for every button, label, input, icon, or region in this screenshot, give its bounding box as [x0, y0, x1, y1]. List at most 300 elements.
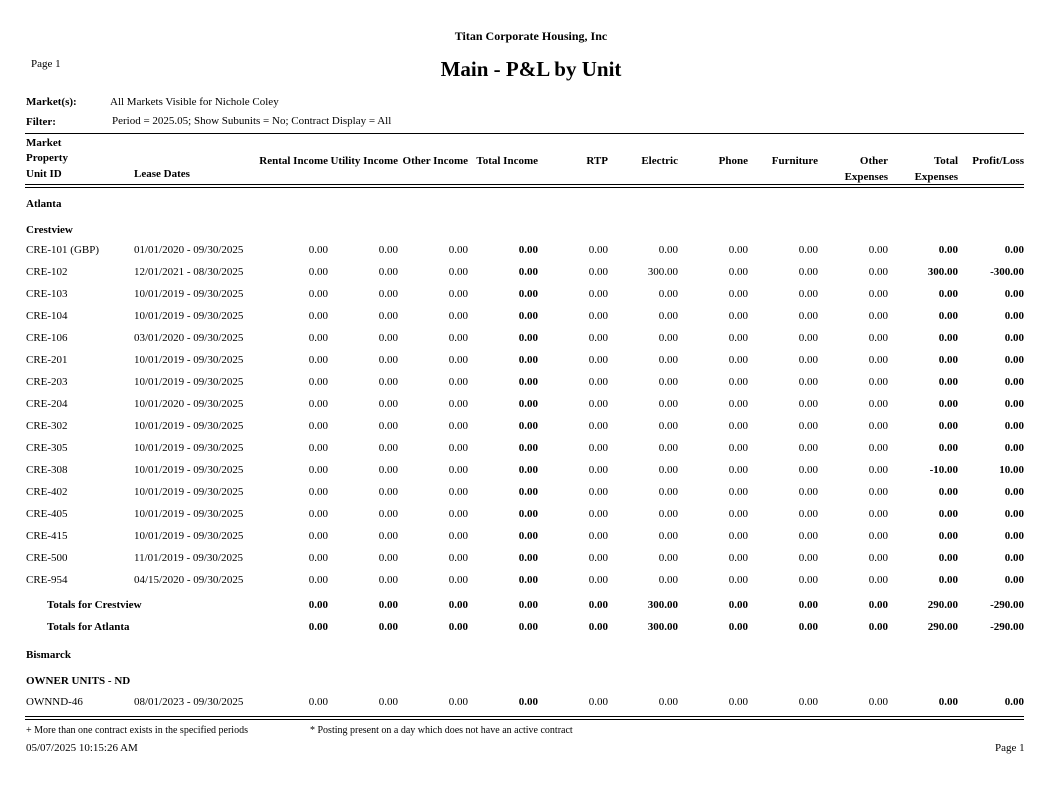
other-expenses-cell: 0.00	[868, 310, 888, 322]
other-income-cell: 0.00	[448, 696, 468, 708]
total-income-total-cell: 0.00	[518, 621, 538, 633]
utility-income-cell: 0.00	[378, 332, 398, 344]
phone-cell: 0.00	[728, 442, 748, 454]
total-income-cell: 0.00	[518, 696, 538, 708]
rental-income-cell: 0.00	[308, 486, 328, 498]
rtp-cell: 0.00	[588, 464, 608, 476]
total-expenses-cell: 300.00	[927, 266, 958, 278]
table-row	[0, 486, 1047, 502]
utility-income-total-cell: 0.00	[378, 621, 398, 633]
furniture-total-cell: 0.00	[798, 621, 818, 633]
property-group-owner-units-nd: OWNER UNITS - ND	[26, 675, 131, 687]
profit-loss-total-cell: -290.00	[990, 599, 1024, 611]
other-income-cell: 0.00	[448, 354, 468, 366]
rental-income-cell: 0.00	[308, 530, 328, 542]
total-expenses-cell: 0.00	[938, 486, 958, 498]
phone-cell: 0.00	[728, 420, 748, 432]
markets-label: Market(s):	[26, 96, 77, 108]
other-expenses-cell: 0.00	[868, 574, 888, 586]
table-row	[0, 398, 1047, 414]
table-row	[0, 442, 1047, 458]
page-number-top: Page 1	[31, 58, 61, 70]
electric-cell: 0.00	[658, 288, 678, 300]
lease-dates-cell: 04/15/2020 - 09/30/2025	[134, 574, 244, 586]
phone-cell: 0.00	[728, 696, 748, 708]
rental-income-total-cell: 0.00	[308, 621, 328, 633]
furniture-cell: 0.00	[798, 288, 818, 300]
unit-id-cell: CRE-405	[26, 508, 68, 520]
unit-id-cell: CRE-102	[26, 266, 68, 278]
other-income-cell: 0.00	[448, 266, 468, 278]
utility-income-cell: 0.00	[378, 244, 398, 256]
header-other-expenses-line1: Other	[859, 155, 888, 167]
other-expenses-cell: 0.00	[868, 552, 888, 564]
rental-income-cell: 0.00	[308, 464, 328, 476]
total-income-cell: 0.00	[518, 552, 538, 564]
phone-cell: 0.00	[728, 244, 748, 256]
other-income-cell: 0.00	[448, 442, 468, 454]
profit-loss-cell: 10.00	[999, 464, 1024, 476]
rtp-cell: 0.00	[588, 376, 608, 388]
table-row	[0, 508, 1047, 524]
phone-cell: 0.00	[728, 310, 748, 322]
furniture-cell: 0.00	[798, 310, 818, 322]
header-rtp: RTP	[586, 155, 608, 167]
unit-id-cell: CRE-402	[26, 486, 68, 498]
unit-id-cell: CRE-305	[26, 442, 68, 454]
header-rental-income: Rental Income	[259, 155, 328, 167]
furniture-cell: 0.00	[798, 442, 818, 454]
rental-income-cell: 0.00	[308, 266, 328, 278]
table-row	[0, 332, 1047, 348]
rental-income-total-cell: 0.00	[308, 599, 328, 611]
unit-id-cell: CRE-201	[26, 354, 68, 366]
total-expenses-cell: 0.00	[938, 696, 958, 708]
markets-value: All Markets Visible for Nichole Coley	[110, 96, 279, 108]
phone-cell: 0.00	[728, 376, 748, 388]
other-income-cell: 0.00	[448, 486, 468, 498]
rtp-cell: 0.00	[588, 332, 608, 344]
furniture-cell: 0.00	[798, 696, 818, 708]
header-other-expenses-line2: Expenses	[844, 171, 888, 183]
header-profit-loss: Profit/Loss	[972, 155, 1024, 167]
electric-cell: 0.00	[658, 354, 678, 366]
phone-cell: 0.00	[728, 464, 748, 476]
table-row	[0, 530, 1047, 546]
electric-cell: 0.00	[658, 332, 678, 344]
total-expenses-cell: 0.00	[938, 332, 958, 344]
report-title: Main - P&L by Unit	[440, 57, 622, 81]
header-lease-dates: Lease Dates	[134, 168, 190, 180]
table-row	[0, 376, 1047, 392]
electric-cell: 0.00	[658, 244, 678, 256]
other-income-cell: 0.00	[448, 310, 468, 322]
phone-cell: 0.00	[728, 574, 748, 586]
lease-dates-cell: 03/01/2020 - 09/30/2025	[134, 332, 244, 344]
rtp-cell: 0.00	[588, 552, 608, 564]
other-income-total-cell: 0.00	[448, 621, 468, 633]
profit-loss-cell: 0.00	[1004, 420, 1024, 432]
rental-income-cell: 0.00	[308, 244, 328, 256]
profit-loss-cell: 0.00	[1004, 244, 1024, 256]
property-group-crestview: Crestview	[26, 224, 73, 236]
table-row	[0, 464, 1047, 480]
utility-income-cell: 0.00	[378, 508, 398, 520]
total-expenses-cell: 0.00	[938, 442, 958, 454]
utility-income-cell: 0.00	[378, 574, 398, 586]
rtp-total-cell: 0.00	[588, 621, 608, 633]
lease-dates-cell: 10/01/2019 - 09/30/2025	[134, 530, 244, 542]
electric-cell: 0.00	[658, 442, 678, 454]
other-expenses-cell: 0.00	[868, 508, 888, 520]
phone-cell: 0.00	[728, 266, 748, 278]
total-income-cell: 0.00	[518, 508, 538, 520]
filter-value: Period = 2025.05; Show Subunits = No; Contract Display = All	[112, 115, 392, 127]
phone-cell: 0.00	[728, 398, 748, 410]
other-expenses-cell: 0.00	[868, 420, 888, 432]
total-income-total-cell: 0.00	[518, 599, 538, 611]
profit-loss-cell: -300.00	[990, 266, 1024, 278]
total-expenses-cell: 0.00	[938, 574, 958, 586]
phone-cell: 0.00	[728, 354, 748, 366]
other-income-cell: 0.00	[448, 332, 468, 344]
other-expenses-cell: 0.00	[868, 288, 888, 300]
rental-income-cell: 0.00	[308, 332, 328, 344]
total-income-cell: 0.00	[518, 288, 538, 300]
footer-rule-1	[25, 716, 1024, 717]
header-top-rule	[25, 133, 1024, 134]
rtp-cell: 0.00	[588, 310, 608, 322]
utility-income-cell: 0.00	[378, 442, 398, 454]
table-row	[0, 354, 1047, 370]
total-expenses-cell: 0.00	[938, 530, 958, 542]
header-other-income: Other Income	[402, 155, 468, 167]
lease-dates-cell: 10/01/2019 - 09/30/2025	[134, 442, 244, 454]
total-income-cell: 0.00	[518, 376, 538, 388]
unit-id-cell: CRE-204	[26, 398, 68, 410]
total-income-cell: 0.00	[518, 464, 538, 476]
profit-loss-cell: 0.00	[1004, 310, 1024, 322]
unit-id-cell: CRE-101 (GBP)	[26, 244, 100, 256]
unit-id-cell: CRE-106	[26, 332, 68, 344]
other-income-cell: 0.00	[448, 552, 468, 564]
total-expenses-cell: 0.00	[938, 552, 958, 564]
other-income-cell: 0.00	[448, 398, 468, 410]
utility-income-cell: 0.00	[378, 376, 398, 388]
totals-label: Totals for Crestview	[47, 599, 142, 611]
other-expenses-cell: 0.00	[868, 442, 888, 454]
total-expenses-cell: 0.00	[938, 508, 958, 520]
rental-income-cell: 0.00	[308, 574, 328, 586]
market-group-bismarck: Bismarck	[26, 649, 72, 661]
total-income-cell: 0.00	[518, 398, 538, 410]
other-expenses-cell: 0.00	[868, 376, 888, 388]
other-expenses-total-cell: 0.00	[868, 621, 888, 633]
furniture-cell: 0.00	[798, 354, 818, 366]
electric-total-cell: 300.00	[647, 599, 678, 611]
utility-income-total-cell: 0.00	[378, 599, 398, 611]
furniture-total-cell: 0.00	[798, 599, 818, 611]
rental-income-cell: 0.00	[308, 288, 328, 300]
table-row	[0, 266, 1047, 282]
furniture-cell: 0.00	[798, 398, 818, 410]
electric-cell: 0.00	[658, 464, 678, 476]
total-expenses-total-cell: 290.00	[927, 621, 958, 633]
phone-total-cell: 0.00	[728, 599, 748, 611]
other-expenses-cell: 0.00	[868, 696, 888, 708]
rtp-cell: 0.00	[588, 574, 608, 586]
electric-cell: 0.00	[658, 552, 678, 564]
total-expenses-total-cell: 290.00	[927, 599, 958, 611]
unit-id-cell: CRE-954	[26, 574, 68, 586]
rental-income-cell: 0.00	[308, 552, 328, 564]
lease-dates-cell: 12/01/2021 - 08/30/2025	[134, 266, 244, 278]
electric-total-cell: 300.00	[647, 621, 678, 633]
other-expenses-cell: 0.00	[868, 464, 888, 476]
electric-cell: 0.00	[658, 486, 678, 498]
utility-income-cell: 0.00	[378, 288, 398, 300]
utility-income-cell: 0.00	[378, 398, 398, 410]
other-expenses-cell: 0.00	[868, 486, 888, 498]
page-number-bottom: Page 1	[995, 742, 1025, 754]
header-total-expenses-line1: Total	[933, 155, 958, 167]
lease-dates-cell: 11/01/2019 - 09/30/2025	[134, 552, 243, 564]
furniture-cell: 0.00	[798, 574, 818, 586]
totals-row	[0, 621, 1047, 637]
rtp-cell: 0.00	[588, 244, 608, 256]
phone-cell: 0.00	[728, 332, 748, 344]
lease-dates-cell: 10/01/2019 - 09/30/2025	[134, 486, 244, 498]
table-row	[0, 288, 1047, 304]
phone-cell: 0.00	[728, 508, 748, 520]
total-income-cell: 0.00	[518, 332, 538, 344]
rental-income-cell: 0.00	[308, 354, 328, 366]
rtp-cell: 0.00	[588, 530, 608, 542]
profit-loss-cell: 0.00	[1004, 398, 1024, 410]
other-expenses-cell: 0.00	[868, 244, 888, 256]
other-income-total-cell: 0.00	[448, 599, 468, 611]
footer-rule-2	[25, 719, 1024, 720]
rtp-cell: 0.00	[588, 508, 608, 520]
market-group-atlanta: Atlanta	[26, 198, 62, 210]
phone-cell: 0.00	[728, 486, 748, 498]
profit-loss-cell: 0.00	[1004, 354, 1024, 366]
unit-id-cell: CRE-104	[26, 310, 68, 322]
lease-dates-cell: 10/01/2019 - 09/30/2025	[134, 464, 244, 476]
unit-id-cell: CRE-500	[26, 552, 68, 564]
profit-loss-cell: 0.00	[1004, 696, 1024, 708]
header-total-expenses-line2: Expenses	[914, 171, 958, 183]
footer-note-multiple-contracts: + More than one contract exists in the specified periods	[26, 725, 248, 736]
furniture-cell: 0.00	[798, 552, 818, 564]
other-expenses-cell: 0.00	[868, 354, 888, 366]
table-row	[0, 244, 1047, 260]
rtp-cell: 0.00	[588, 486, 608, 498]
profit-loss-total-cell: -290.00	[990, 621, 1024, 633]
lease-dates-cell: 10/01/2019 - 09/30/2025	[134, 288, 244, 300]
total-income-cell: 0.00	[518, 442, 538, 454]
table-row	[0, 574, 1047, 590]
utility-income-cell: 0.00	[378, 464, 398, 476]
profit-loss-cell: 0.00	[1004, 530, 1024, 542]
unit-id-cell: CRE-308	[26, 464, 68, 476]
table-row	[0, 310, 1047, 326]
other-income-cell: 0.00	[448, 244, 468, 256]
other-expenses-total-cell: 0.00	[868, 599, 888, 611]
electric-cell: 0.00	[658, 398, 678, 410]
utility-income-cell: 0.00	[378, 552, 398, 564]
furniture-cell: 0.00	[798, 486, 818, 498]
rtp-cell: 0.00	[588, 442, 608, 454]
header-bottom-rule-2	[25, 187, 1024, 188]
rental-income-cell: 0.00	[308, 376, 328, 388]
total-expenses-cell: 0.00	[938, 398, 958, 410]
total-income-cell: 0.00	[518, 530, 538, 542]
total-expenses-cell: 0.00	[938, 420, 958, 432]
totals-row	[0, 599, 1047, 615]
other-income-cell: 0.00	[448, 420, 468, 432]
other-income-cell: 0.00	[448, 464, 468, 476]
total-income-cell: 0.00	[518, 354, 538, 366]
rental-income-cell: 0.00	[308, 508, 328, 520]
header-furniture: Furniture	[771, 155, 818, 167]
total-expenses-cell: 0.00	[938, 288, 958, 300]
unit-id-cell: CRE-302	[26, 420, 68, 432]
rental-income-cell: 0.00	[308, 442, 328, 454]
furniture-cell: 0.00	[798, 266, 818, 278]
lease-dates-cell: 10/01/2019 - 09/30/2025	[134, 420, 244, 432]
other-income-cell: 0.00	[448, 288, 468, 300]
other-income-cell: 0.00	[448, 530, 468, 542]
unit-id-cell: CRE-415	[26, 530, 68, 542]
furniture-cell: 0.00	[798, 420, 818, 432]
phone-cell: 0.00	[728, 288, 748, 300]
profit-loss-cell: 0.00	[1004, 376, 1024, 388]
total-expenses-cell: 0.00	[938, 376, 958, 388]
header-total-income: Total Income	[476, 155, 538, 167]
other-expenses-cell: 0.00	[868, 530, 888, 542]
table-row	[0, 696, 1047, 712]
filter-label: Filter:	[26, 116, 56, 128]
footer-note-posting: * Posting present on a day which does not have an active contract	[310, 725, 573, 736]
profit-loss-cell: 0.00	[1004, 508, 1024, 520]
utility-income-cell: 0.00	[378, 310, 398, 322]
total-income-cell: 0.00	[518, 486, 538, 498]
other-expenses-cell: 0.00	[868, 332, 888, 344]
utility-income-cell: 0.00	[378, 354, 398, 366]
electric-cell: 0.00	[658, 420, 678, 432]
profit-loss-cell: 0.00	[1004, 486, 1024, 498]
utility-income-cell: 0.00	[378, 420, 398, 432]
utility-income-cell: 0.00	[378, 486, 398, 498]
company-name: Titan Corporate Housing, Inc	[454, 29, 608, 43]
rental-income-cell: 0.00	[308, 420, 328, 432]
electric-cell: 0.00	[658, 574, 678, 586]
rtp-cell: 0.00	[588, 420, 608, 432]
furniture-cell: 0.00	[798, 464, 818, 476]
furniture-cell: 0.00	[798, 530, 818, 542]
profit-loss-cell: 0.00	[1004, 288, 1024, 300]
header-electric: Electric	[641, 155, 678, 167]
header-unit-id: Unit ID	[26, 168, 62, 180]
profit-loss-cell: 0.00	[1004, 332, 1024, 344]
total-income-cell: 0.00	[518, 266, 538, 278]
total-expenses-cell: 0.00	[938, 310, 958, 322]
header-utility-income: Utility Income	[330, 155, 398, 167]
lease-dates-cell: 10/01/2019 - 09/30/2025	[134, 508, 244, 520]
unit-id-cell: CRE-203	[26, 376, 68, 388]
lease-dates-cell: 08/01/2023 - 09/30/2025	[134, 696, 244, 708]
profit-loss-cell: 0.00	[1004, 442, 1024, 454]
header-bottom-rule-1	[25, 184, 1024, 185]
unit-id-cell: CRE-103	[26, 288, 68, 300]
furniture-cell: 0.00	[798, 332, 818, 344]
profit-loss-cell: 0.00	[1004, 574, 1024, 586]
other-expenses-cell: 0.00	[868, 266, 888, 278]
electric-cell: 0.00	[658, 310, 678, 322]
phone-total-cell: 0.00	[728, 621, 748, 633]
utility-income-cell: 0.00	[378, 266, 398, 278]
rtp-cell: 0.00	[588, 288, 608, 300]
totals-label: Totals for Atlanta	[47, 621, 130, 633]
rental-income-cell: 0.00	[308, 310, 328, 322]
lease-dates-cell: 10/01/2019 - 09/30/2025	[134, 310, 244, 322]
total-expenses-cell: 0.00	[938, 244, 958, 256]
other-income-cell: 0.00	[448, 376, 468, 388]
other-income-cell: 0.00	[448, 574, 468, 586]
lease-dates-cell: 10/01/2020 - 09/30/2025	[134, 398, 244, 410]
total-income-cell: 0.00	[518, 420, 538, 432]
furniture-cell: 0.00	[798, 244, 818, 256]
table-row	[0, 552, 1047, 568]
phone-cell: 0.00	[728, 530, 748, 542]
profit-loss-cell: 0.00	[1004, 552, 1024, 564]
total-expenses-cell: 0.00	[938, 354, 958, 366]
other-income-cell: 0.00	[448, 508, 468, 520]
lease-dates-cell: 10/01/2019 - 09/30/2025	[134, 354, 244, 366]
rtp-total-cell: 0.00	[588, 599, 608, 611]
table-row	[0, 420, 1047, 436]
unit-id-cell: OWNND-46	[26, 696, 83, 708]
total-income-cell: 0.00	[518, 310, 538, 322]
lease-dates-cell: 10/01/2019 - 09/30/2025	[134, 376, 244, 388]
header-market: Market	[26, 137, 62, 149]
rental-income-cell: 0.00	[308, 696, 328, 708]
utility-income-cell: 0.00	[378, 696, 398, 708]
total-expenses-cell: -10.00	[929, 464, 958, 476]
furniture-cell: 0.00	[798, 508, 818, 520]
electric-cell: 300.00	[647, 266, 678, 278]
header-phone: Phone	[718, 155, 748, 167]
rtp-cell: 0.00	[588, 266, 608, 278]
other-expenses-cell: 0.00	[868, 398, 888, 410]
total-income-cell: 0.00	[518, 574, 538, 586]
rental-income-cell: 0.00	[308, 398, 328, 410]
total-income-cell: 0.00	[518, 244, 538, 256]
electric-cell: 0.00	[658, 696, 678, 708]
rtp-cell: 0.00	[588, 398, 608, 410]
rtp-cell: 0.00	[588, 354, 608, 366]
header-property: Property	[26, 152, 68, 164]
electric-cell: 0.00	[658, 508, 678, 520]
electric-cell: 0.00	[658, 530, 678, 542]
lease-dates-cell: 01/01/2020 - 09/30/2025	[134, 244, 244, 256]
footer-timestamp: 05/07/2025 10:15:26 AM	[26, 742, 138, 754]
electric-cell: 0.00	[658, 376, 678, 388]
rtp-cell: 0.00	[588, 696, 608, 708]
furniture-cell: 0.00	[798, 376, 818, 388]
utility-income-cell: 0.00	[378, 530, 398, 542]
